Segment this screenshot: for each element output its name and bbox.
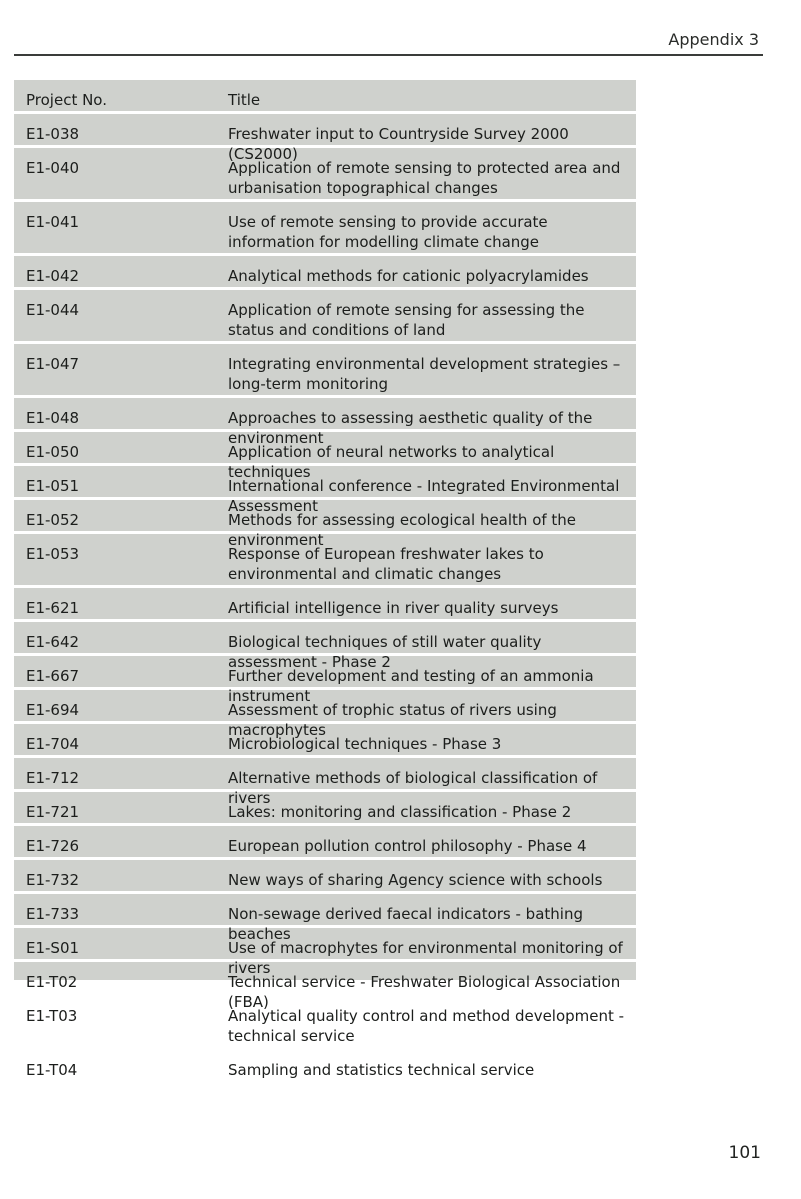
table-row (14, 962, 636, 1011)
table-row (14, 894, 636, 943)
project-title-cell: Biological techniques of still water quality assessment - Phase 2 (228, 633, 542, 671)
table-row (14, 534, 636, 588)
project-title-cell: Assessment of trophic status of rivers using macrophytes (228, 701, 557, 739)
project-title-cell: Further development and testing of an ammonia instrument (228, 667, 594, 705)
project-number-cell: E1-047 (26, 355, 80, 373)
table-row (14, 792, 636, 826)
column-header-title: Title (228, 91, 261, 109)
project-number-cell: E1-052 (26, 511, 80, 529)
project-title-cell: Methods for assessing ecological health of the environment (228, 511, 577, 549)
project-title-cell: Integrating environmental development strategies – long-term monitoring (228, 355, 621, 393)
project-number-cell: E1-642 (26, 633, 80, 651)
project-title-cell: Freshwater input to Countryside Survey 2000 (CS2000) (228, 125, 569, 163)
project-title-cell: Microbiological techniques - Phase 3 (228, 735, 502, 753)
project-number-cell: E1-042 (26, 267, 80, 285)
project-title-cell: Application of neural networks to analytical techniques (228, 443, 555, 481)
project-number-cell: E1-712 (26, 769, 80, 787)
table-row (14, 724, 636, 758)
column-header-project-no: Project No. (26, 91, 107, 109)
project-number-cell: E1-038 (26, 125, 80, 143)
table-row (14, 622, 636, 671)
project-number-cell: E1-704 (26, 735, 80, 753)
table-row (14, 588, 636, 622)
table-row (14, 114, 636, 163)
project-title-cell: Use of remote sensing to provide accurate information for modelling climate change (228, 213, 548, 251)
table-row (14, 928, 636, 977)
project-number-cell: E1-694 (26, 701, 80, 719)
table-row (14, 826, 636, 860)
project-number-cell: E1-044 (26, 301, 80, 319)
project-title-cell: Lakes: monitoring and classification - Phase 2 (228, 803, 572, 821)
project-number-cell: E1-T04 (26, 1061, 78, 1079)
project-number-cell: E1-053 (26, 545, 80, 563)
project-number-cell: E1-041 (26, 213, 80, 231)
project-number-cell: E1-732 (26, 871, 80, 889)
project-table-panel (14, 80, 636, 1079)
table-row (14, 758, 636, 807)
project-title-cell: European pollution control philosophy - Phase 4 (228, 837, 587, 855)
table-row (14, 432, 636, 481)
page-number: 101 (728, 1143, 761, 1163)
project-number-cell: E1-667 (26, 667, 80, 685)
project-number-cell: E1-040 (26, 159, 80, 177)
project-title-cell: Analytical quality control and method development - technical service (228, 1007, 625, 1045)
table-row (14, 256, 636, 290)
project-title-cell: Use of macrophytes for environmental monitoring of rivers (228, 939, 623, 977)
table-row (14, 290, 636, 344)
project-title-cell: Application of remote sensing for assessing the status and conditions of land (228, 301, 585, 339)
project-title-cell: Response of European freshwater lakes to environmental and climatic changes (228, 545, 544, 583)
project-number-cell: E1-733 (26, 905, 80, 923)
project-number-cell: E1-726 (26, 837, 80, 855)
table-row (14, 466, 636, 515)
table-row (14, 690, 636, 739)
table-row (14, 996, 636, 1050)
table-row (14, 500, 636, 549)
header-rule (14, 54, 763, 56)
project-title-cell: Alternative methods of biological classification of rivers (228, 769, 598, 807)
table-row (14, 344, 636, 398)
project-title-cell: Non-sewage derived faecal indicators - bathing beaches (228, 905, 583, 943)
table-row (14, 148, 636, 202)
project-number-cell: E1-T02 (26, 973, 78, 991)
project-number-cell: E1-051 (26, 477, 80, 495)
project-number-cell: E1-S01 (26, 939, 80, 957)
table-row (14, 860, 636, 894)
project-title-cell: International conference - Integrated Environmental Assessment (228, 477, 620, 515)
project-number-cell: E1-621 (26, 599, 80, 617)
table-row (14, 398, 636, 447)
project-title-cell: Application of remote sensing to protected area and urbanisation topographical changes (228, 159, 621, 197)
project-number-cell: E1-050 (26, 443, 80, 461)
table-row (14, 656, 636, 705)
appendix-label: Appendix 3 (668, 30, 759, 49)
project-number-cell: E1-T03 (26, 1007, 78, 1025)
project-title-cell: Approaches to assessing aesthetic quality of the environment (228, 409, 593, 447)
table-row (14, 1050, 636, 1084)
project-title-cell: New ways of sharing Agency science with schools (228, 871, 603, 889)
project-table (14, 80, 636, 1084)
project-title-cell: Artificial intelligence in river quality surveys (228, 599, 559, 617)
table-row (14, 202, 636, 256)
project-number-cell: E1-048 (26, 409, 80, 427)
project-title-cell: Technical service - Freshwater Biological Association (FBA) (228, 973, 621, 1011)
project-number-cell: E1-721 (26, 803, 80, 821)
project-title-cell: Sampling and statistics technical service (228, 1061, 535, 1079)
project-title-cell: Analytical methods for cationic polyacrylamides (228, 267, 589, 285)
table-header-row (14, 80, 636, 114)
